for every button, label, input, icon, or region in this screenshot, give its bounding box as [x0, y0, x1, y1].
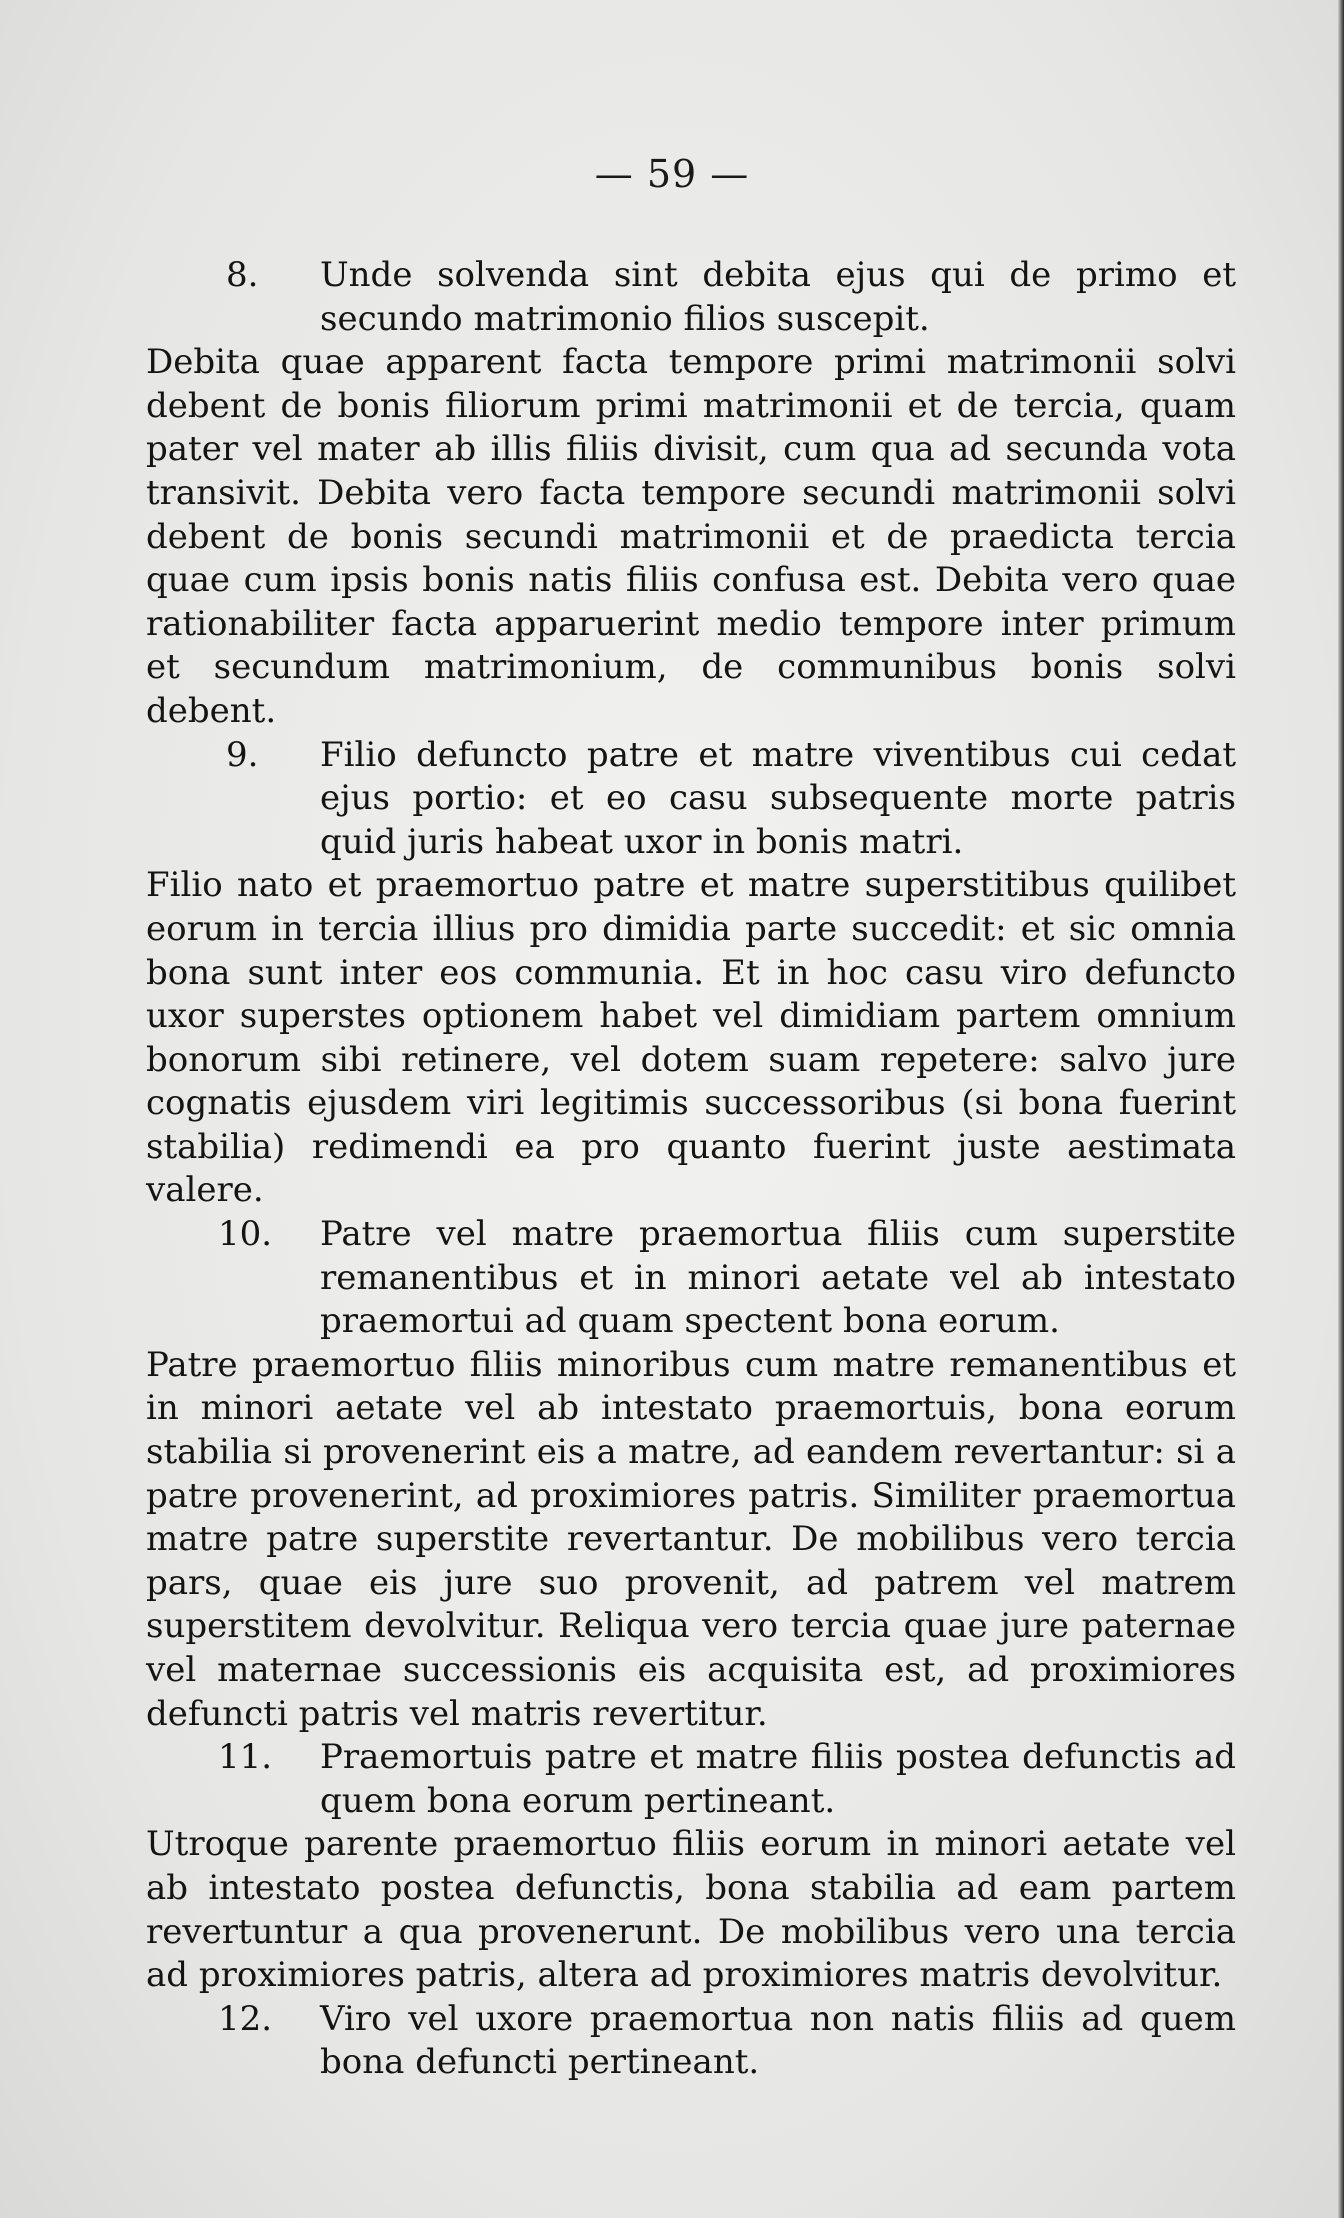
- section-12: [146, 1998, 1236, 2085]
- section-heading-text: Praemortuis patre et matre filiis postea defunctis ad quem bona eorum pertineant.: [320, 1737, 1236, 1821]
- section-number: 9.: [226, 734, 259, 775]
- page-number: — 59 —: [594, 152, 750, 196]
- section-heading: [146, 254, 1236, 341]
- section-number: 12.: [218, 1998, 273, 2039]
- section-heading-text: Unde solvenda sint debita ejus qui de primo et secundo matrimonio filios suscepit.: [320, 255, 1236, 339]
- section-body: Utroque parente praemortuo filiis eorum in minori aetate vel ab intestato postea defunctis, bona stabilia ad eam partem revertuntur a qua provenerunt. De mobilibus vero una tercia ad proximiores patris, altera ad proximiores matris devolvitur.: [146, 1824, 1236, 1996]
- page-text: [146, 254, 1236, 2085]
- section-8: [146, 254, 1236, 734]
- section-heading-text: Patre vel matre praemortua filiis cum superstite remanentibus et in minori aetate vel ab intestato praemortui ad quam spectent bona eorum.: [320, 1214, 1236, 1342]
- section-heading-text: Filio defuncto patre et matre viventibus cui cedat ejus portio: et eo casu subsequente morte patris quid juris habeat uxor in bonis matri.: [320, 734, 1236, 862]
- section-11: [146, 1736, 1236, 1998]
- section-body: Patre praemortuo filiis minoribus cum matre remanentibus et in minori aetate vel ab intestato praemortuis, bona eorum stabilia si provenerint eis a matre, ad eandem revertantur: si a patre provenerint, ad proximiores patris. Similiter praemortua matre patre superstite revertantur. De mobilibus vero tercia pars, quae eis jure suo provenit, ad patrem vel matrem superstitem devolvitur. Reliqua vero tercia quae jure paternae vel maternae successionis eis acquisita est, ad proximiores defuncti patris vel matris revertitur.: [146, 1344, 1236, 1734]
- section-number: 10.: [218, 1214, 273, 1255]
- section-body: Filio nato et praemortuo patre et matre superstitibus quilibet eorum in tercia illius pro dimidia parte succedit: et sic omnia bona sunt inter eos communia. Et in hoc casu viro defuncto uxor superstes optionem habet vel dimidiam partem omnium bonorum sibi retinere, vel dotem suam repetere: salvo jure cognatis ejusdem viri legitimis successoribus (si bona fuerint stabilia) redimendi ea pro quanto fuerint juste aestimata valere.: [146, 865, 1236, 1211]
- section-heading: [146, 1213, 1236, 1344]
- section-body: Debita quae apparent facta tempore primi matrimonii solvi debent de bonis filiorum primi matrimonii et de tercia, quam pater vel mater ab illis filiis divisit, cum qua ad secunda vota transivit. Debita vero facta tempore secundi matrimonii solvi debent de bonis secundi matrimonii et de praedicta tercia quae cum ipsis bonis natis filiis confusa est. Debita vero quae rationabiliter facta apparuerint medio tempore inter primum et secundum matrimonium, de communibus bonis solvi debent.: [146, 342, 1236, 731]
- section-heading-text: Viro vel uxore praemortua non natis filiis ad quem bona defuncti pertineant.: [320, 1998, 1236, 2083]
- page-edge-shadow: [1338, 0, 1344, 2218]
- section-heading: [146, 1736, 1236, 1823]
- section-heading: [146, 1998, 1236, 2085]
- section-9: [146, 734, 1236, 1214]
- section-10: [146, 1213, 1236, 1736]
- section-heading: [146, 734, 1236, 865]
- section-number: 11.: [218, 1737, 273, 1778]
- section-number: 8.: [226, 255, 259, 295]
